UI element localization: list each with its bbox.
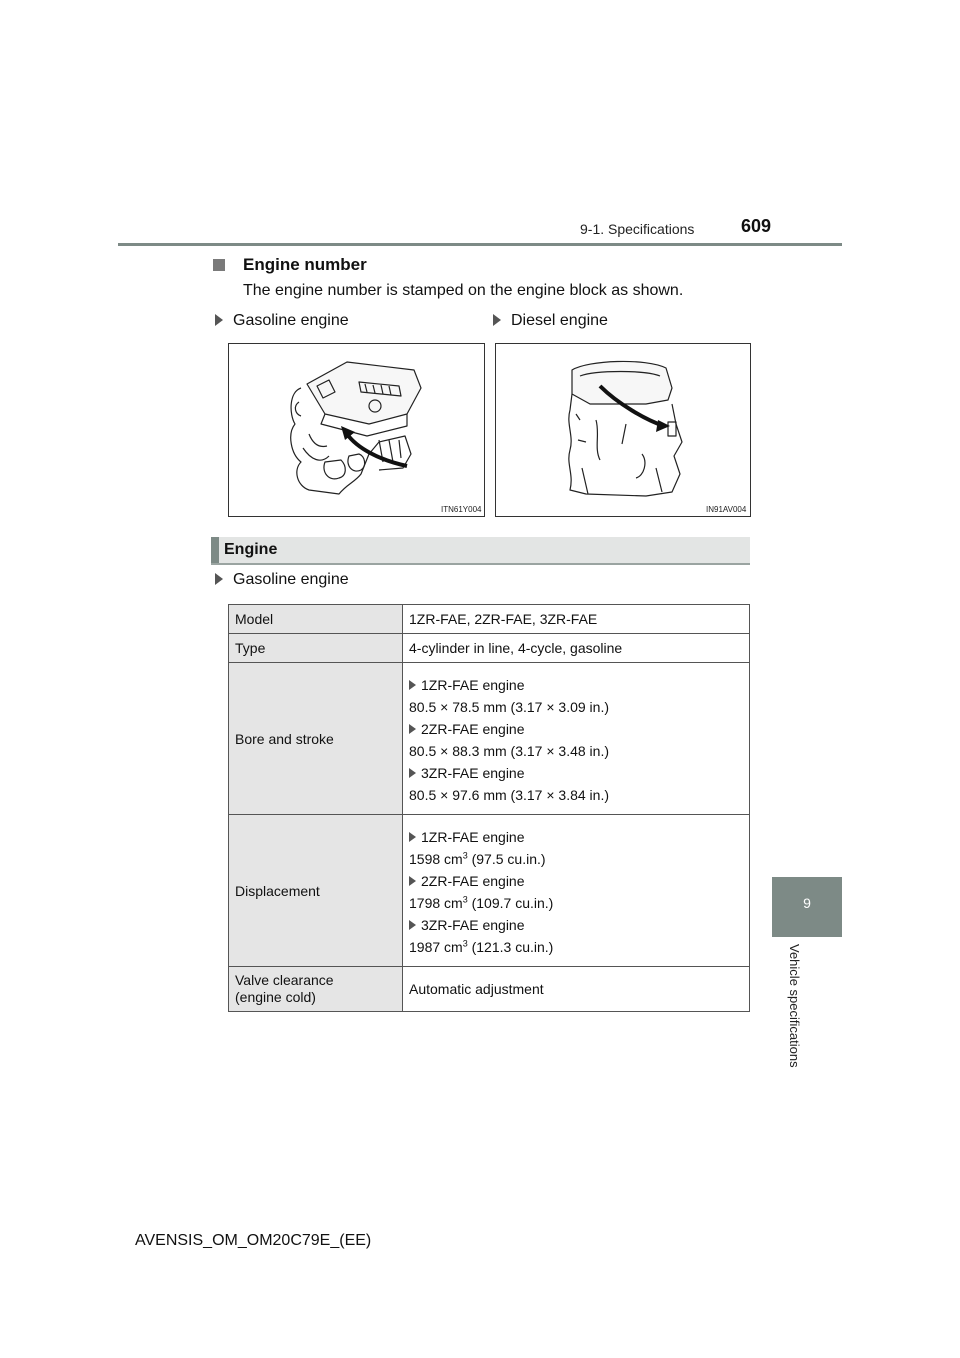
- entry-title-text: 1ZR-FAE engine: [421, 676, 525, 693]
- displacement-imperial: (109.7 cu.in.): [467, 894, 554, 911]
- entry-value: 80.5 × 97.6 mm (3.17 × 3.84 in.): [409, 786, 610, 803]
- entry-value: [409, 939, 743, 955]
- table-row: [229, 967, 750, 1012]
- entry-title: [409, 917, 743, 933]
- table-row: [229, 663, 750, 815]
- table-row: [229, 605, 750, 634]
- entry-title: [409, 765, 743, 781]
- entry-title-text: 1ZR-FAE engine: [421, 828, 525, 845]
- entry-value: [409, 895, 743, 911]
- figure-label-diesel: [493, 312, 608, 330]
- entry-value: 80.5 × 88.3 mm (3.17 × 3.48 in.): [409, 742, 610, 759]
- entry-title-text: 3ZR-FAE engine: [421, 764, 525, 781]
- displacement-number: 1798 cm: [409, 894, 463, 911]
- subheading-text: Gasoline engine: [233, 571, 349, 588]
- triangle-bullet-icon: [215, 314, 223, 326]
- cell-value: Automatic adjustment: [403, 967, 750, 1012]
- triangle-bullet-icon: [409, 724, 416, 734]
- triangle-bullet-icon: [409, 920, 416, 930]
- chapter-tab-number: 9: [803, 895, 811, 911]
- cell-key: [229, 967, 403, 1012]
- header-section-title: 9-1. Specifications: [580, 221, 695, 237]
- diesel-engine-figure: [495, 343, 751, 517]
- table-row: [229, 815, 750, 967]
- figure-label-text: Diesel engine: [511, 312, 608, 329]
- triangle-bullet-icon: [409, 768, 416, 778]
- triangle-bullet-icon: [215, 573, 223, 585]
- displacement-imperial: (121.3 cu.in.): [467, 938, 554, 955]
- figure-code: ITN61Y004: [441, 505, 482, 514]
- entry-value: 80.5 × 78.5 mm (3.17 × 3.09 in.): [409, 698, 610, 715]
- gasoline-engine-illustration: [229, 344, 484, 516]
- cell-value: [403, 663, 750, 815]
- triangle-bullet-icon: [409, 680, 416, 690]
- displacement-number: 1598 cm: [409, 850, 463, 867]
- engine-section-title: Engine: [224, 541, 278, 558]
- entry-title: [409, 829, 743, 845]
- subheading-gasoline: [215, 571, 349, 589]
- section-title: Engine number: [243, 255, 367, 274]
- header-rule: [118, 243, 842, 246]
- chapter-tab-label: Vehicle specifications: [787, 944, 802, 1068]
- entry-title-text: 3ZR-FAE engine: [421, 916, 525, 933]
- triangle-bullet-icon: [493, 314, 501, 326]
- cell-key: Bore and stroke: [229, 663, 403, 815]
- figure-code: IN91AV004: [706, 505, 747, 514]
- gasoline-engine-figure: [228, 343, 485, 517]
- cell-value: 1ZR-FAE, 2ZR-FAE, 3ZR-FAE: [403, 605, 750, 634]
- cell-value: [403, 815, 750, 967]
- displacement-number: 1987 cm: [409, 938, 463, 955]
- triangle-bullet-icon: [409, 832, 416, 842]
- triangle-bullet-icon: [409, 876, 416, 886]
- engine-section-underline: [211, 563, 750, 565]
- figure-label-text: Gasoline engine: [233, 312, 349, 329]
- entry-title-text: 2ZR-FAE engine: [421, 720, 525, 737]
- key-line: (engine cold): [235, 989, 316, 1005]
- entry-title-text: 2ZR-FAE engine: [421, 872, 525, 889]
- table-row: [229, 634, 750, 663]
- key-line: Valve clearance: [235, 972, 334, 988]
- engine-spec-table: [228, 604, 750, 1012]
- entry-title: [409, 873, 743, 889]
- cell-key: Model: [229, 605, 403, 634]
- unit-exponent: 3: [462, 893, 468, 904]
- entry-title: [409, 677, 743, 693]
- engine-section-bar: [211, 537, 750, 563]
- document-footer-code: AVENSIS_OM_OM20C79E_(EE): [135, 1232, 372, 1249]
- section-bullet-square: [213, 259, 225, 271]
- unit-exponent: 3: [462, 849, 468, 860]
- entry-value: [409, 851, 743, 867]
- cell-value: 4-cylinder in line, 4-cycle, gasoline: [403, 634, 750, 663]
- diesel-engine-illustration: [496, 344, 750, 516]
- section-description: The engine number is stamped on the engine block as shown.: [243, 282, 684, 299]
- page-number: 609: [741, 216, 772, 236]
- cell-key: Displacement: [229, 815, 403, 967]
- cell-key: Type: [229, 634, 403, 663]
- unit-exponent: 3: [462, 937, 468, 948]
- figure-label-gasoline: [215, 312, 349, 330]
- entry-title: [409, 721, 743, 737]
- displacement-imperial: (97.5 cu.in.): [467, 850, 546, 867]
